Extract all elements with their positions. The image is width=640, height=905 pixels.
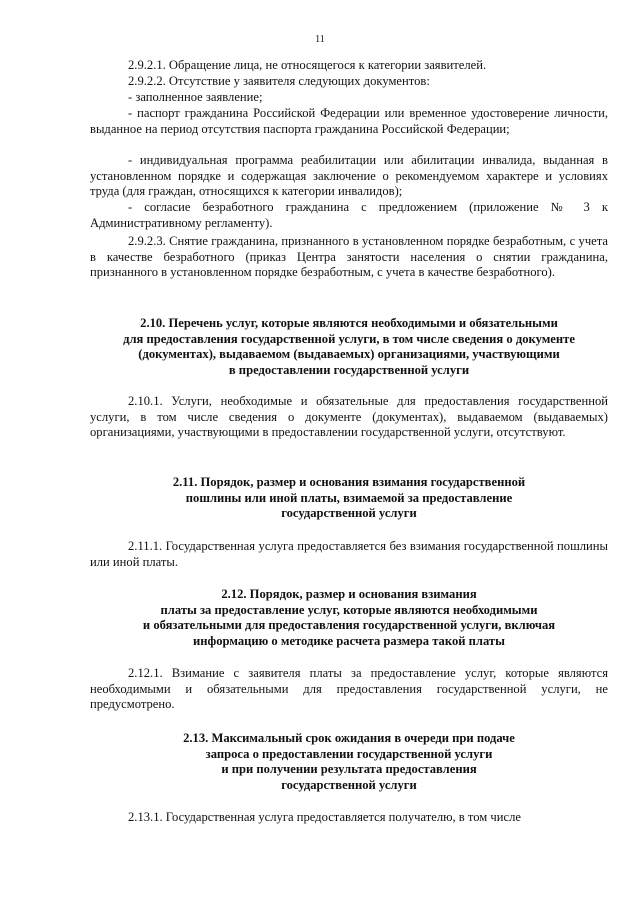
heading-line: информацию о методике расчета размера такой платы <box>193 633 505 648</box>
heading-line: 2.11. Порядок, размер и основания взимания государственной <box>172 475 526 489</box>
heading-line: 2.12. Порядок, размер и основания взимания <box>221 587 477 601</box>
heading-line: запроса о предоставлении государственной услуги <box>205 746 493 761</box>
heading-2-10 <box>90 316 608 378</box>
heading-line: и при получении результата предоставления <box>221 762 477 776</box>
paragraph-2-11-1: 2.11.1. Государственная услуга предоставляется без взимания государственной пошлины или иной платы. <box>90 539 608 569</box>
page-number: 11 <box>315 34 325 45</box>
paragraph-2-13-1: 2.13.1. Государственная услуга предоставляется получателю, в том числе <box>128 810 521 824</box>
list-item-rehabilitation-program: - индивидуальная программа реабилитации или абилитации инвалида, выданная в установленном порядке и содержащая заключение о рекомендуемом характере и условиях труда (для граждан, относящихся к категории инвалидов); <box>90 153 608 198</box>
heading-line: государственной услуги <box>281 777 417 792</box>
heading-line: (документах), выдаваемом (выдаваемых) организациями, участвующими <box>138 347 560 361</box>
heading-2-11 <box>90 475 608 522</box>
heading-line: 2.13. Максимальный срок ожидания в очереди при подаче <box>183 731 515 745</box>
heading-line: платы за предоставление услуг, которые являются необходимыми <box>160 602 538 617</box>
list-item-consent: - согласие безработного гражданина с предложением (приложение № 3 к Административному регламенту). <box>90 200 608 230</box>
heading-line: пошлины или иной платы, взимаемой за предоставление <box>185 490 513 505</box>
heading-line: в предоставлении государственной услуги <box>228 362 470 377</box>
paragraph-2-9-2-2: 2.9.2.2. Отсутствие у заявителя следующих документов: <box>128 74 430 88</box>
paragraph-2-12-1: 2.12.1. Взимание с заявителя платы за предоставление услуг, которые являются необходимыми и обязательными для предоставления государственной услуги, не предусмотрено. <box>90 666 608 711</box>
paragraph-2-9-2-1: 2.9.2.1. Обращение лица, не относящегося к категории заявителей. <box>128 58 487 72</box>
heading-line: 2.10. Перечень услуг, которые являются необходимыми и обязательными <box>140 316 558 330</box>
heading-2-13 <box>90 731 608 793</box>
heading-line: государственной услуги <box>281 506 417 520</box>
list-item-passport: - паспорт гражданина Российской Федерации или временное удостоверение личности, выданное на период отсутствия паспорта гражданина Российской Федерации; <box>90 106 608 136</box>
list-item-application: - заполненное заявление; <box>128 90 263 104</box>
heading-line: для предоставления государственной услуги, в том числе сведения о документе <box>123 331 575 346</box>
paragraph-2-10-1: 2.10.1. Услуги, необходимые и обязательные для предоставления государственной услуги, в том числе сведения о документе (документах), выдаваемом (выдаваемых) организациями, участвующими в предоставлении государственной услуги, отсутствуют. <box>90 394 608 439</box>
paragraph-2-9-2-3: 2.9.2.3. Снятие гражданина, признанного в установленном порядке безработным, с учета в качестве безработного (приказ Центра занятости населения о снятии гражданина, признанного в установленном порядке безработным, с учета в качестве безработного). <box>90 234 608 279</box>
heading-line: и обязательными для предоставления государственной услуги, включая <box>142 618 556 632</box>
heading-2-12 <box>90 587 608 649</box>
